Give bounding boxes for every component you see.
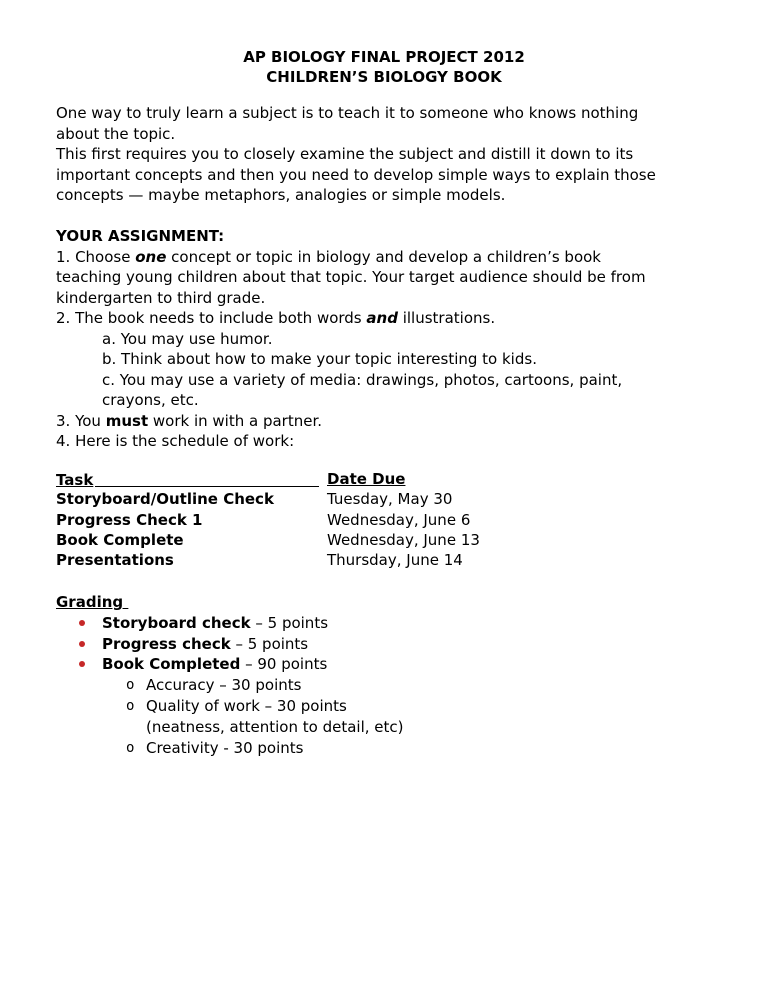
schedule-row (56, 550, 536, 570)
grading-sub-item (56, 675, 656, 696)
assignment-item-3-emphasis: must (105, 411, 149, 430)
grading-bullet (56, 654, 656, 675)
header-underline (95, 471, 319, 487)
grading-bullet (56, 613, 656, 634)
schedule-header-row (56, 469, 536, 489)
document-header (0, 47, 768, 87)
grading-bullet-points: – 90 points (240, 655, 328, 674)
assignment-item-2c: c. You may use a variety of media: drawings, photos, cartoons, paint, (102, 370, 623, 389)
assignment-item-2-post: illustrations. (397, 309, 496, 327)
assignment-item-3-post: work in with a partner. (148, 411, 323, 430)
intro-line: One way to truly learn a subject is to teach it to someone who knows nothing (56, 104, 639, 122)
grading-bullet-label: Storyboard check (102, 613, 251, 632)
intro-line: concepts — maybe metaphors, analogies or simple models. (56, 186, 506, 204)
assignment-item-2b: b. Think about how to make your topic interesting to kids. (102, 350, 537, 368)
intro-line: This first requires you to closely examine the subject and distill it down to its (56, 145, 634, 163)
grading-sub-item-text: Quality of work – 30 points (146, 696, 347, 715)
grading-bullet (56, 634, 656, 655)
schedule-row (56, 489, 536, 509)
grading-section (56, 592, 656, 758)
assignment-item-2-emphasis: and (366, 309, 398, 327)
document-title: AP BIOLOGY FINAL PROJECT 2012 (243, 48, 525, 66)
grading-heading: Grading (56, 593, 129, 611)
schedule-row (56, 530, 536, 550)
schedule-task: Presentations (56, 551, 174, 570)
schedule-task: Storyboard/Outline Check (56, 490, 274, 509)
bullet-icon (79, 661, 85, 667)
assignment-item-2 (56, 308, 736, 329)
assignment-item-1-continued: kindergarten to third grade. (56, 288, 266, 307)
schedule-date: Tuesday, May 30 (327, 490, 453, 509)
grading-sub-item-text: Creativity - 30 points (146, 738, 304, 757)
circle-bullet-icon: o (126, 677, 135, 694)
intro-line: important concepts and then you need to develop simple ways to explain those (56, 165, 656, 184)
schedule-task-header-cell (56, 469, 327, 489)
circle-bullet-icon: o (126, 739, 135, 756)
grading-sub-item-text: Accuracy – 30 points (146, 676, 302, 695)
schedule-task: Book Complete (56, 530, 184, 549)
assignment-item-1-post: concept or topic in biology and develop a children’s book (166, 247, 601, 266)
assignment-item-3 (56, 411, 736, 432)
schedule-date: Thursday, June 14 (327, 551, 463, 570)
grading-bullet-points: – 5 points (230, 634, 309, 653)
schedule-date: Wednesday, June 13 (327, 530, 480, 549)
schedule-date-header: Date Due (327, 470, 406, 488)
document-subtitle: CHILDREN’S BIOLOGY BOOK (266, 68, 502, 86)
grading-bullet-label: Progress check (102, 634, 231, 653)
schedule-row (56, 510, 536, 530)
bullet-icon (79, 620, 85, 626)
assignment-item-1 (56, 247, 736, 268)
intro-line: about the topic. (56, 124, 176, 143)
spacer (56, 206, 736, 227)
assignment-item-4: 4. Here is the schedule of work: (56, 432, 295, 450)
assignment-item-1-continued: teaching young children about that topic. Your target audience should be from (56, 268, 646, 286)
grading-bullet-label: Book Completed (102, 655, 241, 674)
bullet-icon (79, 641, 85, 647)
assignment-item-2c-continued: crayons, etc. (102, 391, 199, 409)
assignment-item-1-pre: 1. Choose (56, 247, 136, 266)
grading-bullet-points: – 5 points (250, 613, 329, 632)
assignment-item-1-emphasis: one (135, 247, 167, 266)
assignment-heading: YOUR ASSIGNMENT: (56, 227, 225, 245)
circle-bullet-icon: o (126, 697, 135, 714)
document-body (56, 103, 736, 452)
schedule-task-header: Task (56, 471, 94, 489)
assignment-item-3-pre: 3. You (56, 411, 106, 430)
assignment-item-2a: a. You may use humor. (102, 329, 273, 348)
schedule-task: Progress Check 1 (56, 510, 203, 529)
schedule-date: Wednesday, June 6 (327, 510, 471, 529)
grading-sub-item-note: (neatness, attention to detail, etc) (146, 717, 404, 736)
assignment-item-2-pre: 2. The book needs to include both words (56, 309, 367, 327)
grading-sub-item (56, 696, 656, 717)
schedule-table (56, 469, 536, 570)
grading-sub-item (56, 738, 656, 759)
